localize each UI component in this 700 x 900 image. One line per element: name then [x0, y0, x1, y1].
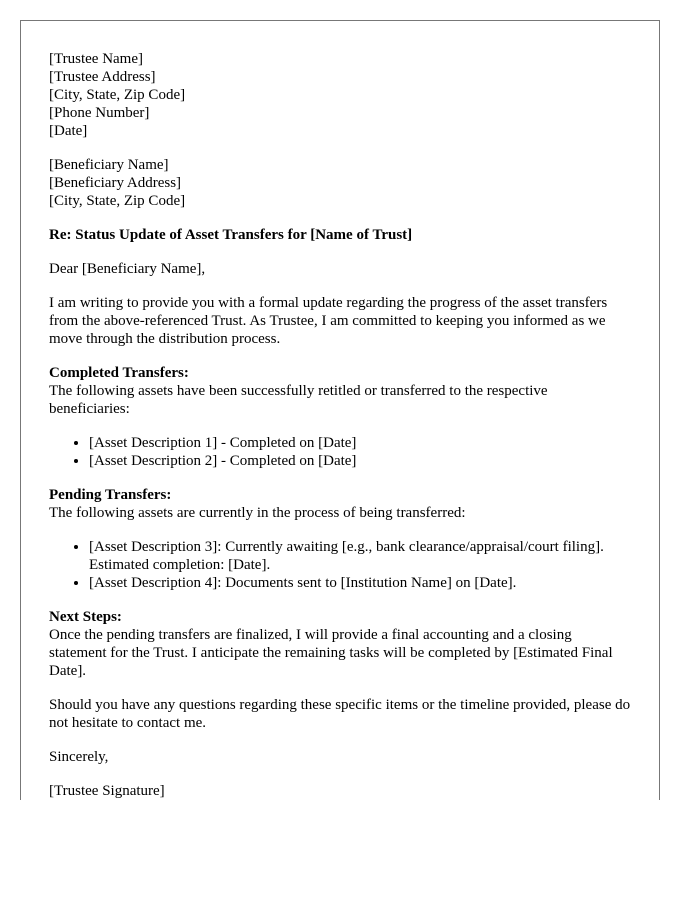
closing-paragraph: Should you have any questions regarding these specific items or the timeline provided, please do not hesitate to contact me.: [49, 697, 631, 731]
beneficiary-city-state-zip: [City, State, Zip Code]: [49, 193, 186, 209]
pending-transfers-section: [49, 486, 631, 592]
trustee-name: [Trustee Name]: [49, 51, 144, 67]
list-item: • [Asset Description 3]: Currently awaiting [e.g., bank clearance/appraisal/court filing]. Estimated completion: [Date].: [89, 538, 631, 574]
trustee-phone: [Phone Number]: [49, 105, 150, 121]
letter-date: [Date]: [49, 123, 88, 139]
trustee-address-block: [49, 50, 631, 140]
beneficiary-address-block: [49, 156, 631, 210]
trustee-city-state-zip: [City, State, Zip Code]: [49, 87, 186, 103]
pending-transfers-heading: Pending Transfers:: [49, 487, 172, 503]
letter-page: [20, 20, 660, 800]
next-steps-section: [49, 608, 631, 680]
list-item: • [Asset Description 2] - Completed on [Date]: [89, 452, 631, 470]
completed-transfers-section: [49, 364, 631, 470]
list-item: • [Asset Description 1] - Completed on [Date]: [89, 434, 631, 452]
trustee-signature: [Trustee Signature]: [49, 783, 165, 799]
signoff: Sincerely,: [49, 749, 109, 765]
next-steps-heading: Next Steps:: [49, 609, 122, 625]
completed-transfers-heading: Completed Transfers:: [49, 365, 189, 381]
completed-transfers-list: [49, 434, 631, 470]
intro-paragraph: I am writing to provide you with a formal update regarding the progress of the asset transfers from the above-referenced Trust. As Trustee, I am committed to keeping you informed as we move through the distribution process.: [49, 295, 608, 347]
trustee-address: [Trustee Address]: [49, 69, 156, 85]
list-item: • [Asset Description 4]: Documents sent to [Institution Name] on [Date].: [89, 574, 631, 592]
subject-line: Re: Status Update of Asset Transfers for [Name of Trust]: [49, 227, 413, 243]
pending-transfers-text: The following assets are currently in the process of being transferred:: [49, 505, 466, 521]
next-steps-text: Once the pending transfers are finalized, I will provide a final accounting and a closing statement for the Trust. I anticipate the remaining tasks will be completed by [Estimated Final Date].: [49, 627, 613, 679]
beneficiary-address: [Beneficiary Address]: [49, 175, 182, 191]
completed-transfers-text: The following assets have been successfully retitled or transferred to the respective beneficiaries:: [49, 383, 548, 417]
beneficiary-name: [Beneficiary Name]: [49, 157, 169, 173]
salutation: Dear [Beneficiary Name],: [49, 261, 206, 277]
pending-transfers-list: [49, 538, 631, 592]
